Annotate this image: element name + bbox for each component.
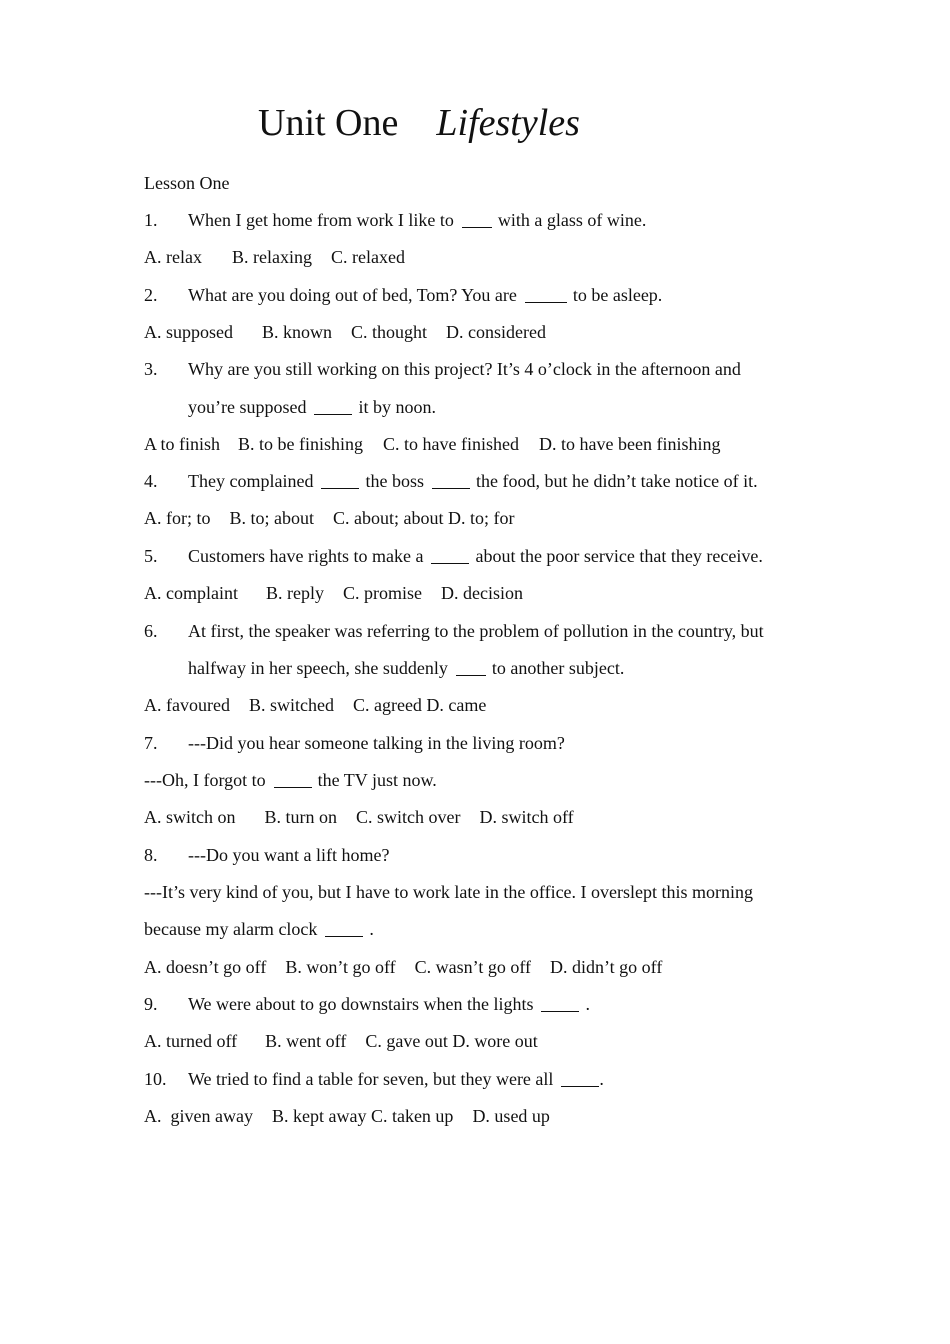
question-text-end: to another subject. xyxy=(491,658,625,678)
option: A. switch on xyxy=(144,807,236,827)
question-text: We were about to go downstairs when the lights xyxy=(188,994,534,1014)
options-6 xyxy=(144,694,486,716)
option: B. reply xyxy=(265,583,324,603)
question-text-end: the TV just now. xyxy=(317,770,437,790)
answer-blank xyxy=(325,920,363,937)
option: C. agreed D. came xyxy=(352,695,487,715)
question-number: 8. xyxy=(144,845,158,865)
option: D. considered xyxy=(446,322,546,342)
option: B. switched xyxy=(248,695,334,715)
option: C. wasn’t go off xyxy=(414,957,532,977)
option: B. to; about xyxy=(229,508,314,528)
options-4 xyxy=(144,507,514,529)
question-text: ---Do you want a lift home? xyxy=(188,845,390,865)
option: A. doesn’t go off xyxy=(144,957,267,977)
question-text: you’re supposed xyxy=(188,397,307,417)
options-1 xyxy=(144,246,405,268)
question-text-end: . xyxy=(585,994,590,1014)
question-text-end: the food, but he didn’t take notice of it. xyxy=(475,471,758,491)
option: C. about; about D. to; for xyxy=(333,508,515,528)
option: C. relaxed xyxy=(330,247,405,267)
option: A. for; to xyxy=(144,508,211,528)
question-7 xyxy=(144,732,565,754)
answer-blank xyxy=(541,995,579,1012)
options-9 xyxy=(144,1030,538,1052)
question-number: 4. xyxy=(144,471,158,491)
question-number: 6. xyxy=(144,621,158,641)
question-8-continued xyxy=(144,881,753,903)
question-number: 9. xyxy=(144,994,158,1014)
option: A. favoured xyxy=(144,695,230,715)
question-text: because my alarm clock xyxy=(144,919,318,939)
question-text: They complained xyxy=(188,471,314,491)
question-text: Why are you still working on this project? It’s 4 o’clock in the afternoon and xyxy=(188,359,741,379)
answer-blank xyxy=(432,472,470,489)
question-text: Customers have rights to make a xyxy=(188,546,424,566)
question-7-continued xyxy=(144,769,437,791)
answer-blank xyxy=(456,659,486,676)
answer-blank xyxy=(561,1070,599,1087)
question-text: ---Oh, I forgot to xyxy=(144,770,266,790)
title-main: Unit One xyxy=(258,102,399,144)
question-text-end: . xyxy=(369,919,374,939)
question-text-end: it by noon. xyxy=(358,397,436,417)
answer-blank xyxy=(314,398,352,415)
answer-blank xyxy=(462,211,492,228)
option: B. turn on xyxy=(264,807,338,827)
option: C. gave out D. wore out xyxy=(365,1031,538,1051)
option: B. kept away C. taken up xyxy=(271,1106,454,1126)
options-5 xyxy=(144,582,523,604)
question-8-continued-2 xyxy=(144,918,374,940)
question-text-end: to be asleep. xyxy=(572,285,663,305)
options-3 xyxy=(144,433,720,455)
lesson-heading: Lesson One xyxy=(144,173,230,193)
option: A. given away xyxy=(144,1106,253,1126)
question-1 xyxy=(144,209,646,231)
option: D. didn’t go off xyxy=(550,957,663,977)
option: A to finish xyxy=(144,434,221,454)
option: B. won’t go off xyxy=(285,957,396,977)
option: D. switch off xyxy=(479,807,574,827)
question-6 xyxy=(144,620,764,642)
question-text: ---It’s very kind of you, but I have to work late in the office. I overslept this morning xyxy=(144,882,754,902)
option: C. to have finished xyxy=(383,434,519,454)
options-10 xyxy=(144,1105,550,1127)
question-number: 2. xyxy=(144,285,158,305)
option: D. decision xyxy=(440,583,523,603)
question-number: 1. xyxy=(144,210,158,230)
question-6-continued xyxy=(188,657,624,679)
options-2 xyxy=(144,321,546,343)
question-text-end: about the poor service that they receive. xyxy=(475,546,763,566)
question-9 xyxy=(144,993,590,1015)
question-number: 10. xyxy=(144,1069,167,1089)
options-8 xyxy=(144,956,662,978)
option: B. went off xyxy=(265,1031,347,1051)
option: C. switch over xyxy=(356,807,461,827)
option: A. complaint xyxy=(144,583,238,603)
question-text: halfway in her speech, she suddenly xyxy=(188,658,448,678)
question-4 xyxy=(144,470,758,492)
question-text: ---Did you hear someone talking in the living room? xyxy=(188,733,565,753)
question-10 xyxy=(144,1068,604,1090)
question-text-middle: the boss xyxy=(365,471,424,491)
question-3-continued xyxy=(188,396,436,418)
option: B. known xyxy=(262,322,333,342)
question-8 xyxy=(144,844,389,866)
answer-blank xyxy=(431,547,469,564)
question-text: What are you doing out of bed, Tom? You are xyxy=(188,285,517,305)
option: C. thought xyxy=(351,322,428,342)
page-title xyxy=(258,98,580,148)
question-text: We tried to find a table for seven, but they were all xyxy=(188,1069,554,1089)
question-3 xyxy=(144,358,741,380)
option: C. promise xyxy=(342,583,422,603)
question-number: 7. xyxy=(144,733,158,753)
question-number: 5. xyxy=(144,546,158,566)
question-text-end: . xyxy=(599,1069,604,1089)
question-5 xyxy=(144,545,763,567)
options-7 xyxy=(144,806,574,828)
option: A. supposed xyxy=(144,322,233,342)
option: B. to be finishing xyxy=(238,434,364,454)
question-text: At first, the speaker was referring to the problem of pollution in the country, but xyxy=(188,621,764,641)
option: A. turned off xyxy=(144,1031,238,1051)
question-number: 3. xyxy=(144,359,158,379)
question-2 xyxy=(144,284,662,306)
title-subtitle: Lifestyles xyxy=(436,102,580,144)
answer-blank xyxy=(321,472,359,489)
option: D. used up xyxy=(472,1106,550,1126)
answer-blank xyxy=(274,771,312,788)
question-text: When I get home from work I like to xyxy=(188,210,454,230)
option: D. to have been finishing xyxy=(539,434,721,454)
option: B. relaxing xyxy=(231,247,312,267)
question-text-end: with a glass of wine. xyxy=(497,210,647,230)
option: A. relax xyxy=(144,247,202,267)
answer-blank xyxy=(525,286,567,303)
